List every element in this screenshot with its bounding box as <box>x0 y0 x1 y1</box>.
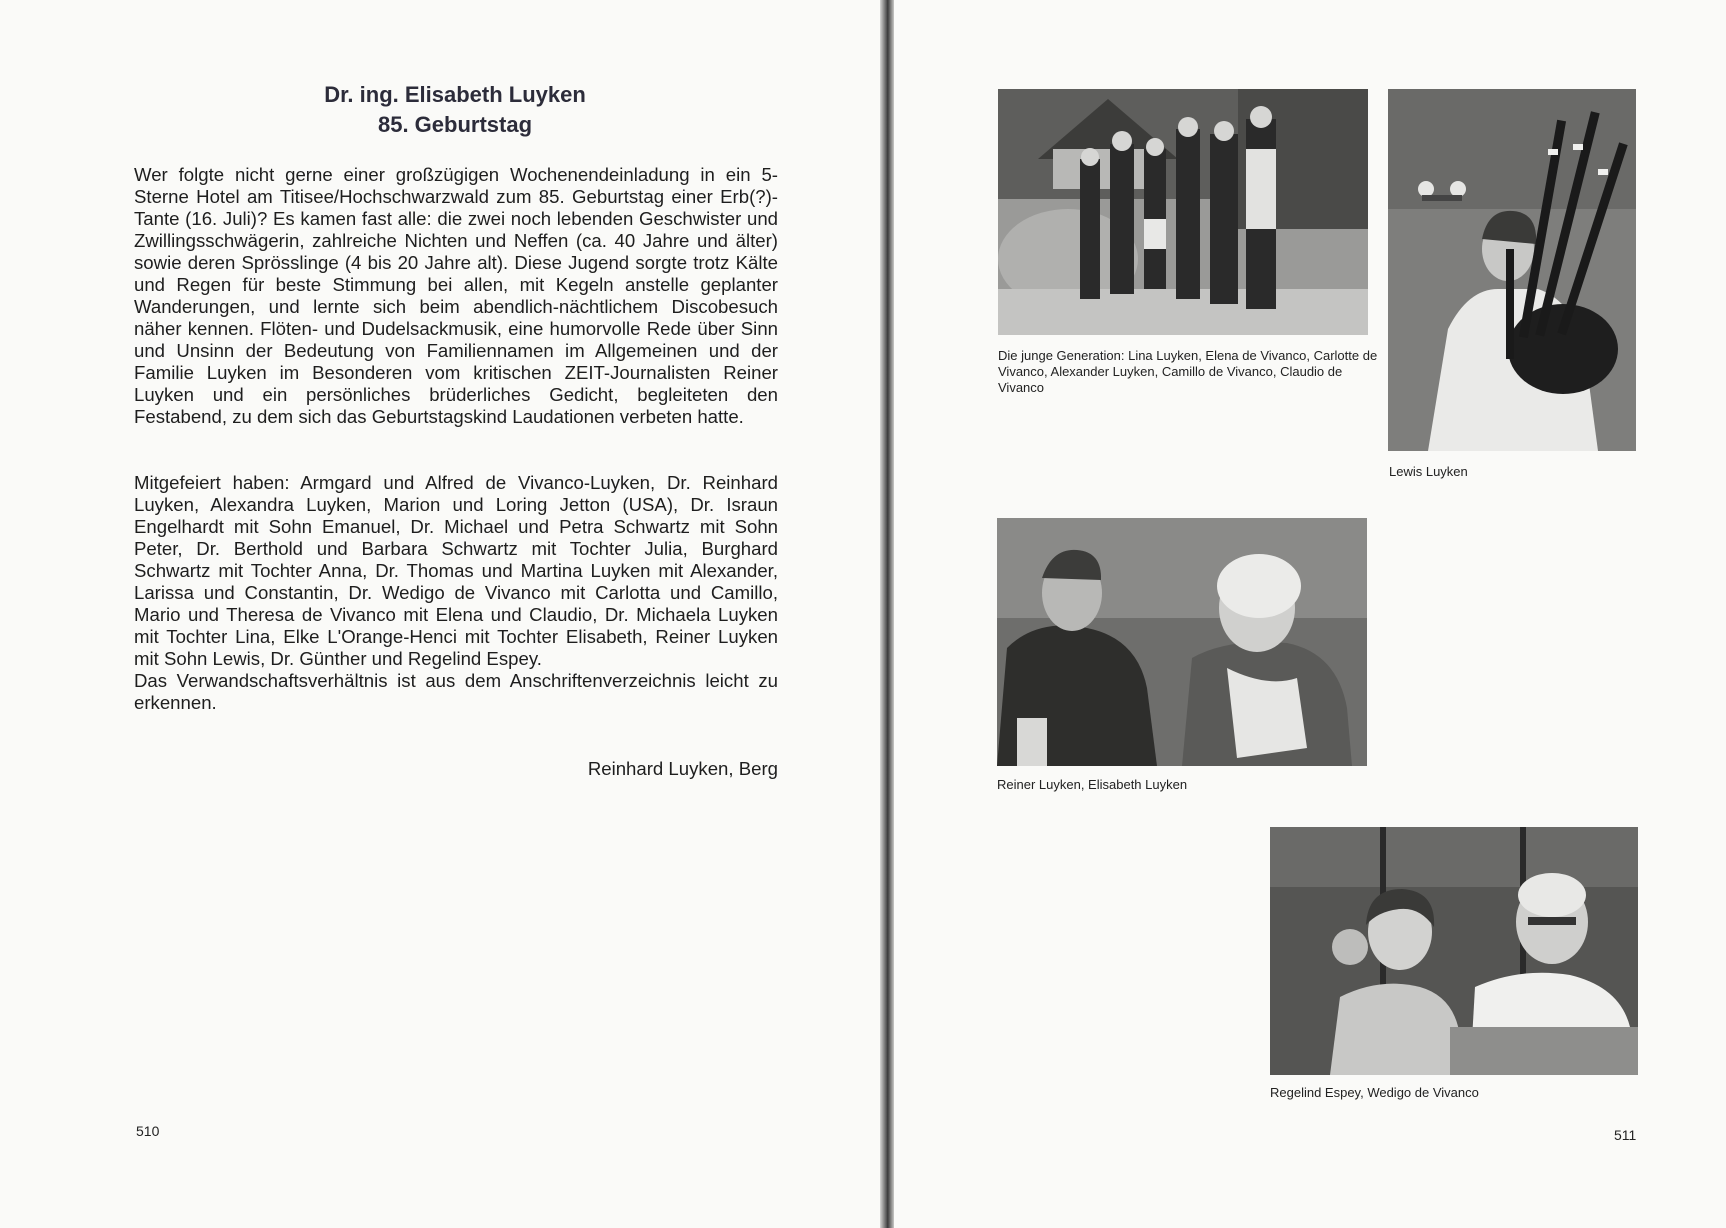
article-paragraph-1 <box>134 164 778 428</box>
paragraph-1-text: Wer folgte nicht gerne einer großzügigen Wochenendeinladung in ein 5-Sterne Hotel am Titisee/Hochschwarzwald zum 85. Geburtstag einer Erb(?)-Tante (16. Juli)? Es kamen fast alle: die zwei noch lebenden Geschwister und Zwillingsschwägerin, zahlreiche Nichten und Neffen (ca. 40 Jahre und älter) sowie deren Sprösslinge (4 bis 20 Jahre alt). Diese Jugend sorgte trotz Kälte und Regen für beste Stimmung bei allen, mit Kegeln anstelle geplanter Wanderungen, und lernte sich beim abendlich-nächtlichem Discobesuch näher kennen. Flöten- und Dudelsackmusik, eine humorvolle Rede über Sinn und Unsinn der Bedeutung von Familiennamen im Allgemeinen und der Familie Luyken im Besonderen vom kritischen ZEIT-Journalisten Reiner Luyken und ein persönliches brüderliches Gedicht, begleiteten den Festabend, zu dem sich das Geburtstagskind Laudationen verbeten hatte. <box>134 164 778 427</box>
paragraph-3-text: Das Verwandschaftsverhältnis ist aus dem Anschriftenverzeichnis leicht zu erkennen. <box>134 670 778 713</box>
book-gutter <box>880 0 894 1228</box>
photo-reiner-elisabeth <box>997 518 1367 766</box>
photo-regelind-wedigo <box>1270 827 1638 1075</box>
article-title: Dr. ing. Elisabeth Luyken <box>324 82 586 107</box>
caption-reiner-elisabeth: Reiner Luyken, Elisabeth Luyken <box>997 777 1188 792</box>
right-page <box>894 0 1726 1228</box>
caption-regelind-wedigo: Regelind Espey, Wedigo de Vivanco <box>1270 1085 1479 1100</box>
page-number-left: 510 <box>136 1123 160 1139</box>
caption-young-generation: Die junge Generation: Lina Luyken, Elena de Vivanco, Carlotte de Vivanco, Alexander Luyken, Camillo de Vivanco, Claudio de Vivanco <box>998 348 1378 395</box>
article-subtitle: 85. Geburtstag <box>377 112 533 137</box>
page-number-right: 511 <box>1614 1127 1637 1143</box>
author-signature: Reinhard Luyken, Berg <box>587 758 778 779</box>
paragraph-2-text: Mitgefeiert haben: Armgard und Alfred de Vivanco-Luyken, Dr. Reinhard Luyken, Alexandra Luyken, Marion und Loring Jetton (USA), Dr. Israun Engelhardt mit Sohn Emanuel, Dr. Michael und Petra Schwartz mit Sohn Peter, Dr. Berthold und Barbara Schwartz mit Tochter Julia, Burghard Schwartz mit Tochter Anna, Dr. Thomas und Martina Luyken mit Alexander, Larissa und Constantin, Dr. Wedigo de Vivanco mit Carlotta und Camillo, Mario und Theresa de Vivanco mit Elena und Claudio, Dr. Michaela Luyken mit Tochter Lina, Elke L'Orange-Henci mit Tochter Elisabeth, Reiner Luyken mit Sohn Lewis, Dr. Günther und Regelind Espey. <box>134 472 778 669</box>
photo-lewis-bagpipes <box>1388 89 1636 451</box>
article-paragraph-2 <box>134 472 778 714</box>
photo-young-generation <box>998 89 1368 335</box>
caption-lewis: Lewis Luyken <box>1389 464 1468 479</box>
article-title-block <box>250 80 660 140</box>
